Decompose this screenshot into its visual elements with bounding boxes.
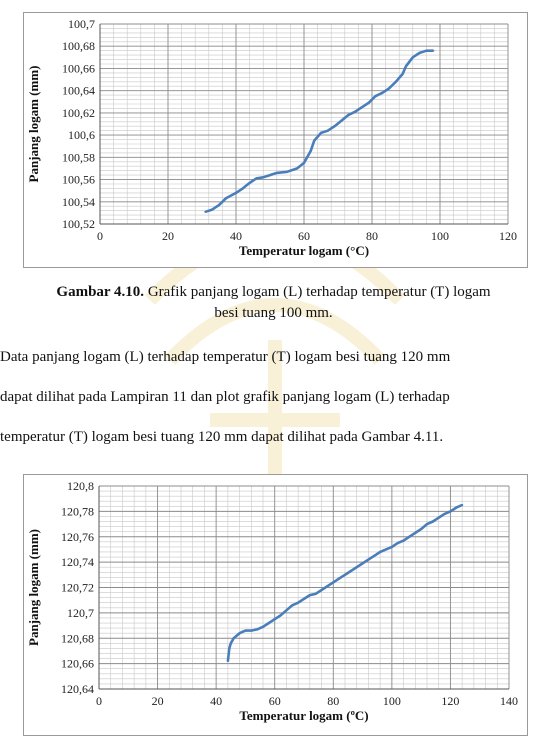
figure-4-10-caption (0, 282, 547, 303)
figure-4-10-caption-line2: besi tuang 100 mm. (214, 305, 333, 321)
x-tick-label: 100 (382, 694, 401, 708)
data-point (449, 510, 451, 512)
y-axis-title: Panjang logam (mm) (26, 529, 41, 646)
data-point (340, 120, 342, 122)
x-tick-label: 0 (97, 229, 103, 243)
data-point (412, 56, 414, 58)
figure-label: Gambar 4.10. (56, 284, 145, 300)
y-tick-label: 120,76 (61, 529, 94, 544)
data-point (310, 150, 312, 152)
data-point (255, 177, 257, 179)
data-point (309, 594, 311, 596)
y-tick-label: 120,74 (61, 555, 94, 570)
data-point (332, 581, 334, 583)
data-point (327, 130, 329, 132)
data-point (385, 548, 387, 550)
data-point (235, 192, 237, 194)
data-point (344, 574, 346, 576)
data-point (419, 52, 421, 54)
x-tick-label: 40 (230, 229, 242, 243)
data-point (367, 558, 369, 560)
data-point (361, 106, 363, 108)
y-tick-label: 100,54 (62, 194, 95, 209)
data-point (405, 65, 407, 67)
y-tick-label: 100,64 (62, 83, 95, 98)
data-point (420, 528, 422, 530)
data-point (204, 211, 206, 213)
x-tick-label: 140 (500, 694, 518, 708)
x-tick-label: 120 (441, 694, 460, 708)
y-tick-label: 120,66 (61, 656, 94, 671)
x-axis-title: Temperatur logam (ºC) (239, 708, 369, 723)
y-tick-label: 100,52 (62, 217, 95, 231)
y-tick-label: 100,66 (62, 61, 95, 76)
y-tick-label: 100,6 (68, 128, 95, 143)
data-point (249, 182, 251, 184)
data-point (455, 506, 457, 508)
data-point (408, 536, 410, 538)
data-point (211, 208, 213, 210)
x-tick-label: 100 (431, 229, 449, 243)
y-tick-label: 120,7 (67, 605, 94, 620)
data-point (276, 172, 278, 174)
chart-2-svg (24, 475, 527, 735)
data-point (379, 551, 381, 553)
data-point (225, 197, 227, 199)
x-tick-label: 80 (327, 694, 340, 708)
data-point (227, 660, 229, 662)
data-point (303, 162, 305, 164)
data-point (356, 566, 358, 568)
data-point (256, 628, 258, 630)
data-point (286, 171, 288, 173)
x-tick-label: 20 (162, 229, 174, 243)
y-axis-title: Panjang logam (mm) (26, 65, 41, 183)
x-axis-title: Temperatur logam (°C) (238, 243, 370, 258)
data-point (238, 632, 240, 634)
data-point (296, 167, 298, 169)
paragraph-line-1: Data panjang logam (L) terhadap temperatur (T) logam besi tuang 120 mm (0, 349, 451, 365)
data-point (326, 585, 328, 587)
data-point (303, 598, 305, 600)
data-point (230, 642, 232, 644)
data-point (313, 140, 315, 142)
figure-caption-text: Grafik panjang logam (L) terhadap temperatur (T) logam (144, 284, 491, 300)
data-point (320, 132, 322, 134)
x-tick-label: 0 (96, 694, 102, 708)
x-tick-label: 20 (151, 694, 164, 708)
data-point (395, 81, 397, 83)
data-point (268, 622, 270, 624)
data-point (438, 517, 440, 519)
data-point (381, 92, 383, 94)
x-tick-label: 40 (210, 694, 223, 708)
data-point (443, 513, 445, 515)
y-tick-label: 100,7 (68, 17, 95, 31)
data-point (414, 532, 416, 534)
data-point (279, 614, 281, 616)
data-point (388, 87, 390, 89)
y-tick-label: 120,72 (61, 580, 94, 595)
y-tick-label: 100,68 (62, 39, 95, 54)
data-point (291, 604, 293, 606)
data-point (269, 174, 271, 176)
y-tick-label: 120,78 (61, 504, 94, 519)
data-point (347, 114, 349, 116)
x-tick-label: 60 (268, 694, 281, 708)
data-point (373, 555, 375, 557)
data-point (391, 546, 393, 548)
data-point (426, 523, 428, 525)
data-point (320, 589, 322, 591)
data-point (374, 95, 376, 97)
chart-1-svg (24, 13, 527, 267)
data-point (350, 570, 352, 572)
data-point (432, 50, 434, 52)
y-tick-label: 100,56 (62, 172, 95, 187)
chart-length-vs-temperature-100mm (23, 12, 528, 268)
data-point (361, 562, 363, 564)
data-point (354, 111, 356, 113)
data-point (402, 539, 404, 541)
x-tick-label: 60 (298, 229, 310, 243)
data-point (402, 73, 404, 75)
data-point (334, 125, 336, 127)
data-point (297, 602, 299, 604)
data-point (285, 609, 287, 611)
data-point (242, 187, 244, 189)
data-point (218, 204, 220, 206)
data-point (432, 520, 434, 522)
data-point (461, 504, 463, 506)
data-point (262, 176, 264, 178)
data-point (228, 647, 230, 649)
data-point (425, 50, 427, 52)
x-tick-label: 80 (366, 229, 378, 243)
data-point (368, 102, 370, 104)
y-tick-label: 120,8 (67, 479, 94, 493)
data-point (338, 578, 340, 580)
x-tick-label: 120 (499, 229, 517, 243)
data-point (244, 630, 246, 632)
data-point (233, 637, 235, 639)
y-tick-label: 120,68 (61, 631, 94, 646)
data-point (397, 542, 399, 544)
data-point (315, 593, 317, 595)
chart-length-vs-temperature-120mm (23, 474, 528, 736)
y-tick-label: 100,58 (62, 150, 95, 165)
paragraph-line-2: dapat dilihat pada Lampiran 11 dan plot grafik panjang logam (L) terhadap (0, 389, 450, 405)
y-tick-label: 100,62 (62, 105, 95, 120)
data-point (274, 618, 276, 620)
data-point (262, 626, 264, 628)
y-tick-label: 120,64 (61, 682, 94, 696)
data-point (250, 630, 252, 632)
paragraph-line-3: temperatur (T) logam besi tuang 120 mm dapat dilihat pada Gambar 4.11. (0, 429, 444, 445)
